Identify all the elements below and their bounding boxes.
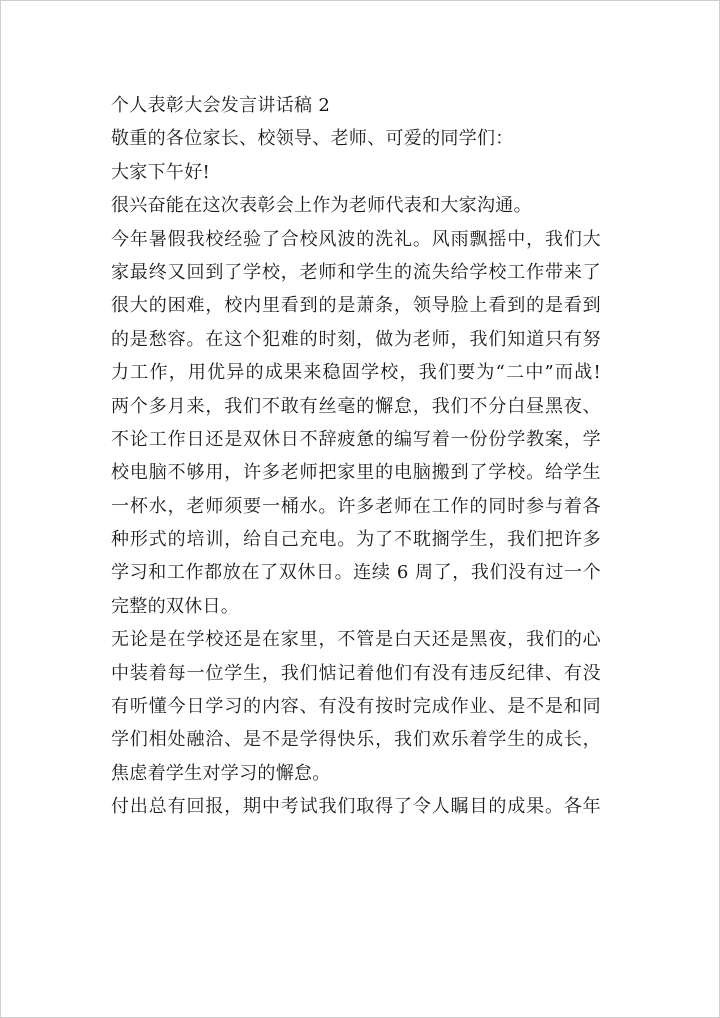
document-body [111,89,601,824]
document-title: 个人表彰大会发言讲话稿 2 [111,95,331,116]
text-line: 完整的双休日。 [111,595,240,617]
text-line: 中装着每一位学生，我们惦记着他们有没有违反纪律、有没 [111,662,601,684]
text-line: 很大的困难，校内里看到的是萧条，领导脸上看到的是看到 [111,295,601,317]
text-line: 力工作，用优异的成果来稳固学校，我们要为“二中”而战! [111,362,601,384]
intro-line: 很兴奋能在这次表彰会上作为老师代表和大家沟通。 [111,195,532,217]
greeting-line: 大家下午好! [111,161,211,183]
text-line: 不论工作日还是双休日不辞疲惫的编写着一份份学教案，学 [111,428,601,450]
text-line: 付出总有回报，期中考试我们取得了令人瞩目的成果。各年 [111,796,601,818]
text-line: 校电脑不够用，许多老师把家里的电脑搬到了学校。给学生 [111,462,601,484]
text-line: 学们相处融洽、是不是学得快乐，我们欢乐着学生的成长， [111,729,601,751]
text-line: 焦虑着学生对学习的懈怠。 [111,762,331,784]
text-line: 两个多月来，我们不敢有丝毫的懈怠，我们不分白昼黑夜、 [111,395,601,417]
salutation-line: 敬重的各位家长、校领导、老师、可爱的同学们： [111,128,514,150]
text-line: 的是愁容。在这个犯难的时刻，做为老师，我们知道只有努 [111,328,601,350]
text-line: 有听懂今日学习的内容、有没有按时完成作业、是不是和同 [111,696,601,718]
text-line: 今年暑假我校经验了合校风波的洗礼。风雨飘摇中，我们大 [111,228,601,250]
text-line: 种形式的培训，给自己充电。为了不耽搁学生，我们把许多 [111,529,601,551]
text-line: 家最终又回到了学校，老师和学生的流失给学校工作带来了 [111,261,601,283]
text-line: 一杯水，老师须要一桶水。许多老师在工作的同时参与着各 [111,495,601,517]
text-line: 无论是在学校还是在家里，不管是白天还是黑夜，我们的心 [111,629,601,651]
text-line: 学习和工作都放在了双休日。连续 6 周了，我们没有过一个 [111,562,601,584]
